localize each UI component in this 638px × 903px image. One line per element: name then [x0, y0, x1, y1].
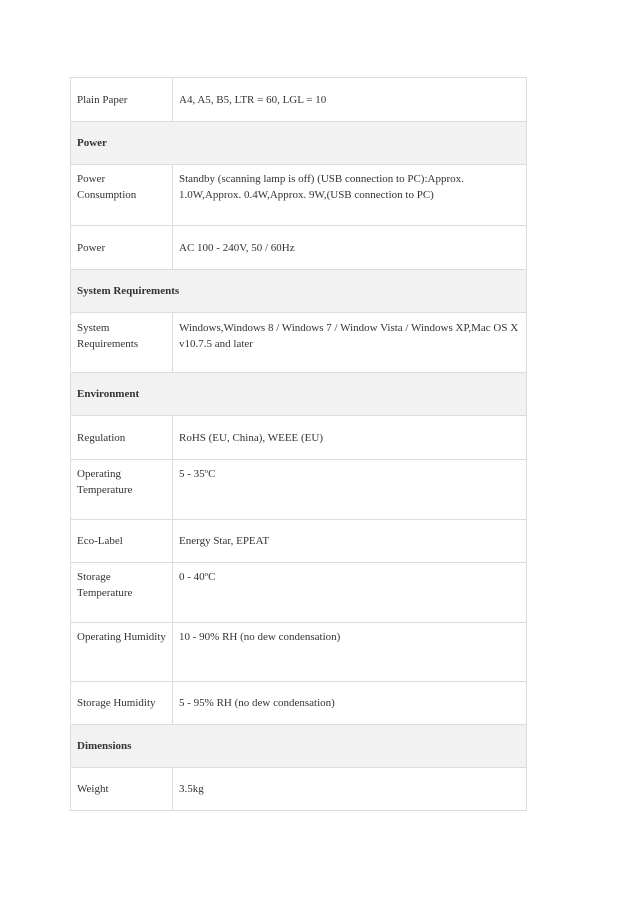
spec-label	[71, 768, 173, 811]
spec-label	[71, 78, 173, 122]
spec-row	[71, 563, 527, 623]
spec-value-text: 5 - 35ºC	[179, 468, 216, 480]
spec-value-text: 5 - 95% RH (no dew condensation)	[179, 697, 335, 709]
section-header-system-requirements	[71, 270, 527, 313]
spec-value	[173, 682, 527, 725]
spec-label-text: Storage Humidity	[77, 697, 156, 709]
spec-row	[71, 520, 527, 563]
spec-label-text: Operating Humidity	[77, 631, 166, 643]
spec-value	[173, 165, 527, 226]
spec-label-text: Eco-Label	[77, 535, 123, 547]
spec-value	[173, 313, 527, 373]
spec-label	[71, 226, 173, 270]
spec-label	[71, 416, 173, 460]
spec-label-text: Operating Temperature	[77, 468, 133, 496]
spec-value	[173, 520, 527, 563]
spec-value-text: Energy Star, EPEAT	[179, 535, 270, 547]
spec-row	[71, 623, 527, 682]
spec-label-text: Power Consumption	[77, 173, 137, 201]
spec-row	[71, 682, 527, 725]
spec-label	[71, 623, 173, 682]
section-title	[71, 725, 527, 768]
spec-label-text: Storage Temperature	[77, 571, 133, 599]
spec-row	[71, 226, 527, 270]
section-header-power	[71, 122, 527, 165]
spec-value-text: Standby (scanning lamp is off) (USB connection to PC):Approx. 1.0W,Approx. 0.4W,Approx. 9W,(USB connection to PC)	[179, 173, 464, 201]
spec-label	[71, 563, 173, 623]
section-title	[71, 270, 527, 313]
spec-row	[71, 460, 527, 520]
section-title-text: System Requirements	[77, 285, 180, 297]
spec-label-text: System Requirements	[77, 322, 139, 350]
spec-label	[71, 460, 173, 520]
section-title-text: Power	[77, 137, 107, 149]
section-title	[71, 373, 527, 416]
spec-value	[173, 416, 527, 460]
spec-value	[173, 226, 527, 270]
spec-value	[173, 78, 527, 122]
spec-label-text: Regulation	[77, 431, 126, 444]
spec-value	[173, 623, 527, 682]
spec-value-text: A4, A5, B5, LTR = 60, LGL = 10	[179, 93, 327, 106]
spec-row	[71, 313, 527, 373]
spec-label	[71, 165, 173, 226]
section-title-text: Environment	[77, 388, 140, 400]
section-header-dimensions	[71, 725, 527, 768]
section-header-environment	[71, 373, 527, 416]
section-title	[71, 122, 527, 165]
spec-label-text: Power	[77, 241, 106, 254]
spec-label	[71, 682, 173, 725]
spec-row	[71, 78, 527, 122]
spec-value-text: 10 - 90% RH (no dew condensation)	[179, 631, 341, 643]
spec-label	[71, 520, 173, 563]
spec-value-text: AC 100 - 240V, 50 / 60Hz	[179, 241, 295, 254]
spec-table	[70, 77, 527, 811]
spec-value-text: 3.5kg	[179, 783, 204, 795]
spec-value-text: Windows,Windows 8 / Windows 7 / Window Vista / Windows XP,Mac OS X v10.7.5 and later	[179, 322, 519, 350]
spec-value	[173, 460, 527, 520]
spec-label	[71, 313, 173, 373]
spec-value-text: 0 - 40ºC	[179, 571, 216, 583]
section-title-text: Dimensions	[77, 740, 132, 752]
spec-value	[173, 768, 527, 811]
spec-value-text: RoHS (EU, China), WEEE (EU)	[179, 431, 323, 444]
spec-label-text: Plain Paper	[77, 93, 128, 106]
spec-row	[71, 768, 527, 811]
spec-row	[71, 165, 527, 226]
spec-label-text: Weight	[77, 783, 109, 795]
spec-row	[71, 416, 527, 460]
spec-value	[173, 563, 527, 623]
